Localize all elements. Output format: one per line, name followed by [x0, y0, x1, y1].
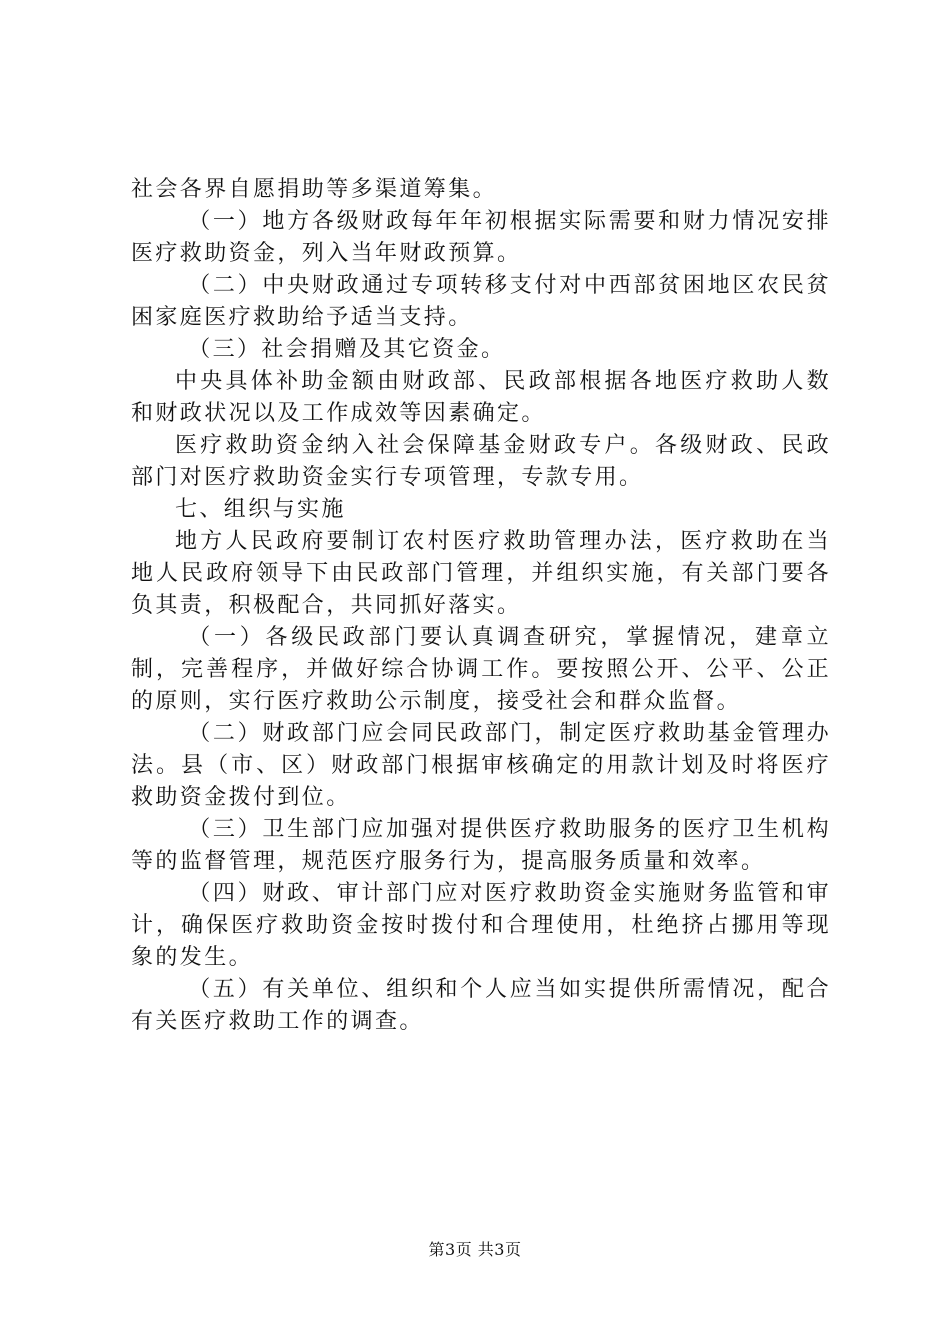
- paragraph-local-government: 地方人民政府要制订农村医疗救助管理办法，医疗救助在当地人民政府领导下由民政部门管理，并组织实施，有关部门要各负其责，积极配合，共同抓好落实。: [131, 529, 831, 618]
- paragraph-central-finance: （二）中央财政通过专项转移支付对中西部贫困地区农民贫困家庭医疗救助给予适当支持。: [131, 273, 831, 330]
- paragraph-local-finance: （一）地方各级财政每年年初根据实际需要和财力情况安排医疗救助资金，列入当年财政预算。: [131, 209, 831, 266]
- paragraph-finance-department: （二）财政部门应会同民政部门，制定医疗救助基金管理办法。县（市、区）财政部门根据审核确定的用款计划及时将医疗救助资金拨付到位。: [131, 721, 831, 810]
- paragraph-civil-affairs: （一）各级民政部门要认真调查研究，掌握情况，建章立制，完善程序，并做好综合协调工作。要按照公开、公平、公正的原则，实行医疗救助公示制度，接受社会和群众监督。: [131, 625, 831, 714]
- document-body: [131, 174, 831, 1038]
- paragraph-social-donations: （三）社会捐赠及其它资金。: [188, 337, 506, 362]
- page-footer: 第3页 共3页: [428, 1240, 522, 1259]
- paragraph-audit-department: （四）财政、审计部门应对医疗救助资金实施财务监管和审计，确保医疗救助资金按时拨付和合理使用，杜绝挤占挪用等现象的发生。: [131, 881, 831, 970]
- section-heading-organization: 七、组织与实施: [175, 497, 346, 522]
- paragraph-central-subsidy: 中央具体补助金额由财政部、民政部根据各地医疗救助人数和财政状况以及工作成效等因素确定。: [131, 369, 831, 426]
- paragraph-fund-account: 医疗救助资金纳入社会保障基金财政专户。各级财政、民政部门对医疗救助资金实行专项管理，专款专用。: [131, 433, 831, 490]
- paragraph-health-department: （三）卫生部门应加强对提供医疗救助服务的医疗卫生机构等的监督管理，规范医疗服务行为，提高服务质量和效率。: [131, 817, 831, 874]
- paragraph-funding-sources-continued: 社会各界自愿捐助等多渠道筹集。: [131, 177, 498, 202]
- paragraph-cooperation: （五）有关单位、组织和个人应当如实提供所需情况，配合有关医疗救助工作的调查。: [131, 977, 831, 1034]
